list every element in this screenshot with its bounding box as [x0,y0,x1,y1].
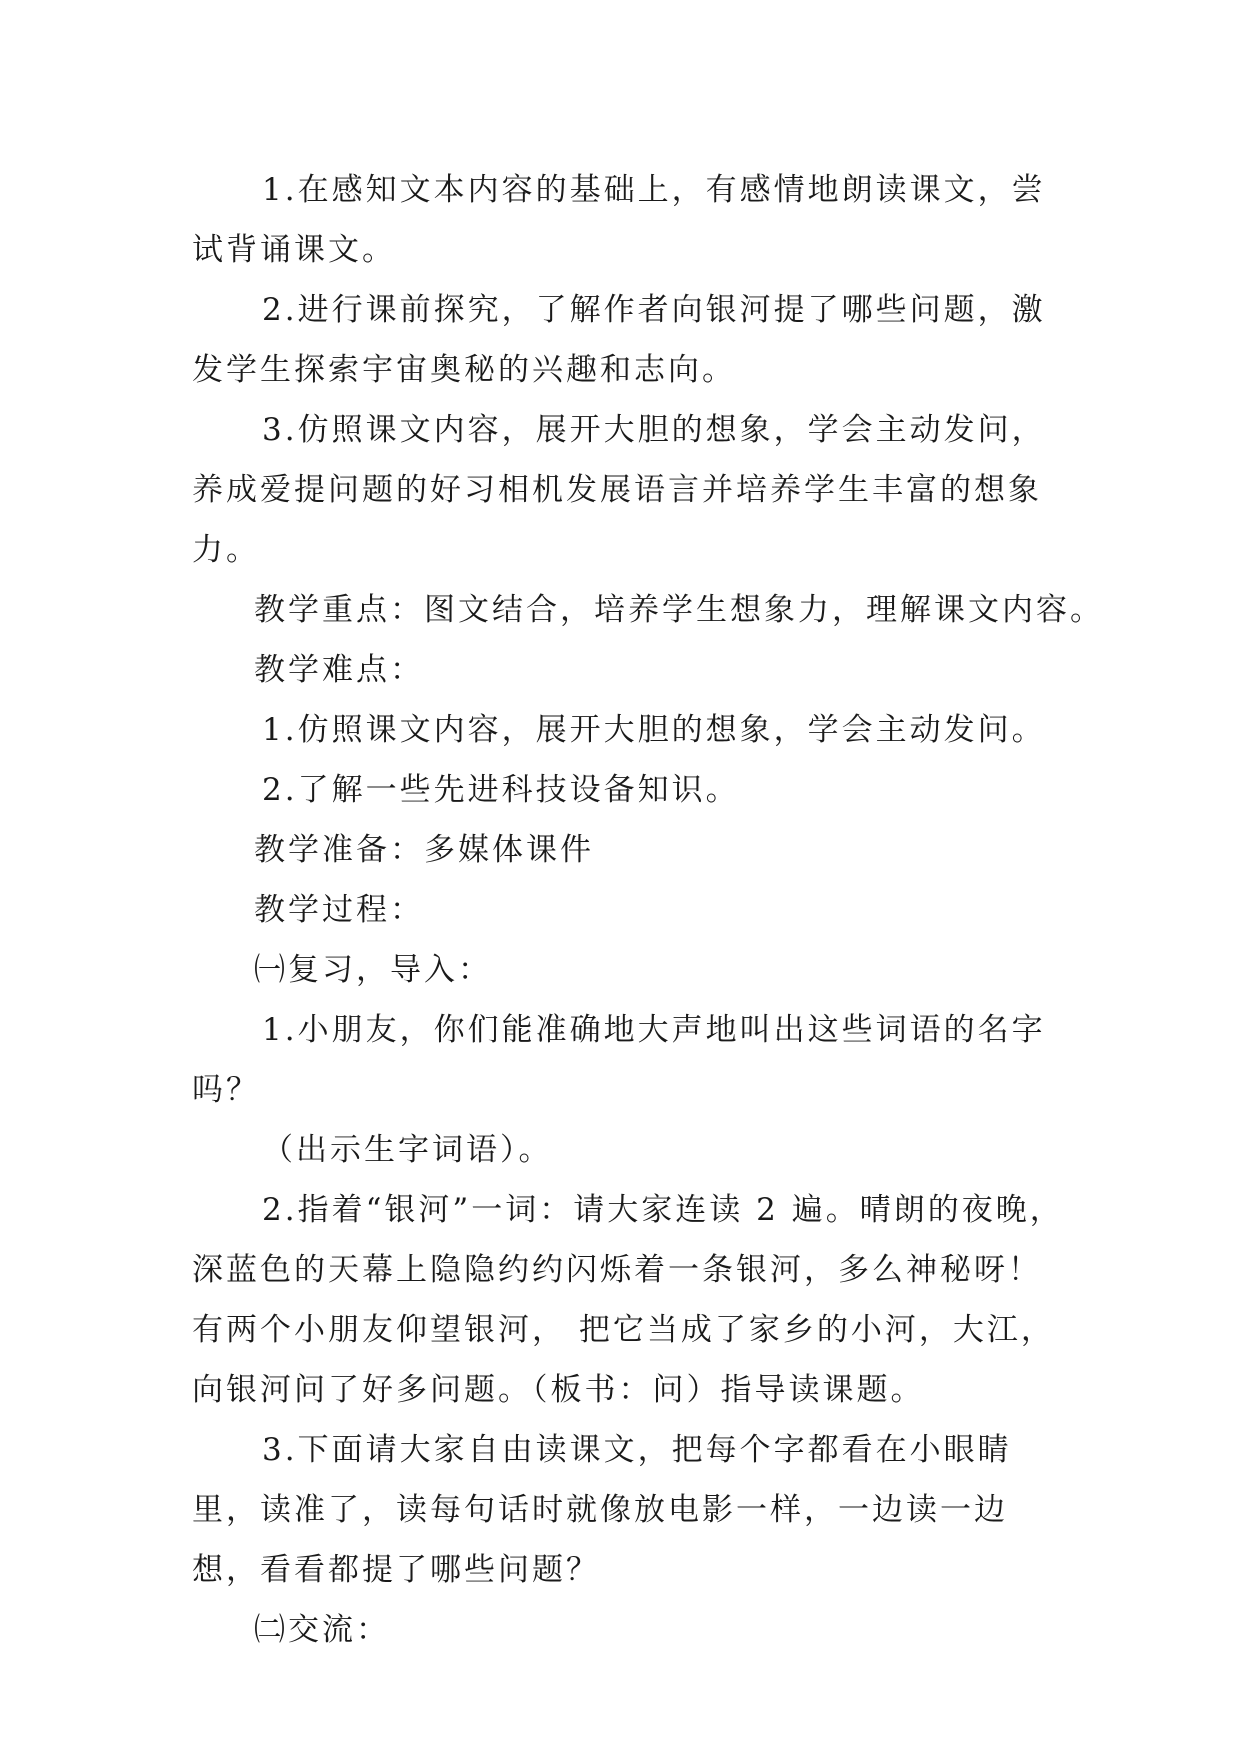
document-body [192,160,1104,1660]
teaching-preparation: 教学准备：多媒体课件 [254,832,594,868]
step-1-note: （出示生字词语）。 [262,1132,553,1168]
step-3: 3.下面请大家自由读课文，把每个字都看在小眼睛里，读准了，读每句话时就像放电影一样，一边读一边想，看看都提了哪些问题？ [192,1432,1012,1588]
objective-3: 3.仿照课文内容，展开大胆的想象，学会主动发问，养成爱提问题的好习相机发展语言并培养学生丰富的想象力。 [192,412,1046,568]
step-1: 1.小朋友，你们能准确地大声地叫出这些词语的名字吗？ [192,1012,1046,1108]
teaching-focus: 教学重点：图文结合，培养学生想象力，理解课文内容。 [254,592,1104,628]
objective-2: 2.进行课前探究，了解作者向银河提了哪些问题，激发学生探索宇宙奥秘的兴趣和志向。 [192,292,1046,388]
step-2: 2.指着“银河”一词：请大家连读 2 遍。晴朗的夜晚，深蓝色的天幕上隐隐约约闪烁着一条银河，多么神秘呀！有两个小朋友仰望银河， 把它当成了家乡的小河，大江，向银河问了好多问题。（板书：问）指导读课题。 [192,1192,1064,1408]
difficulty-1: 1.仿照课文内容，展开大胆的想象，学会主动发问。 [262,712,1046,748]
teaching-process-heading: 教学过程： [254,892,424,928]
teaching-difficulty-heading: 教学难点： [254,652,424,688]
objective-1: 1.在感知文本内容的基础上，有感情地朗读课文，尝试背诵课文。 [192,172,1046,268]
difficulty-2: 2.了解一些先进科技设备知识。 [262,772,740,808]
section-2-heading: ㈡交流： [254,1612,390,1648]
section-1-heading: ㈠复习，导入： [254,952,492,988]
